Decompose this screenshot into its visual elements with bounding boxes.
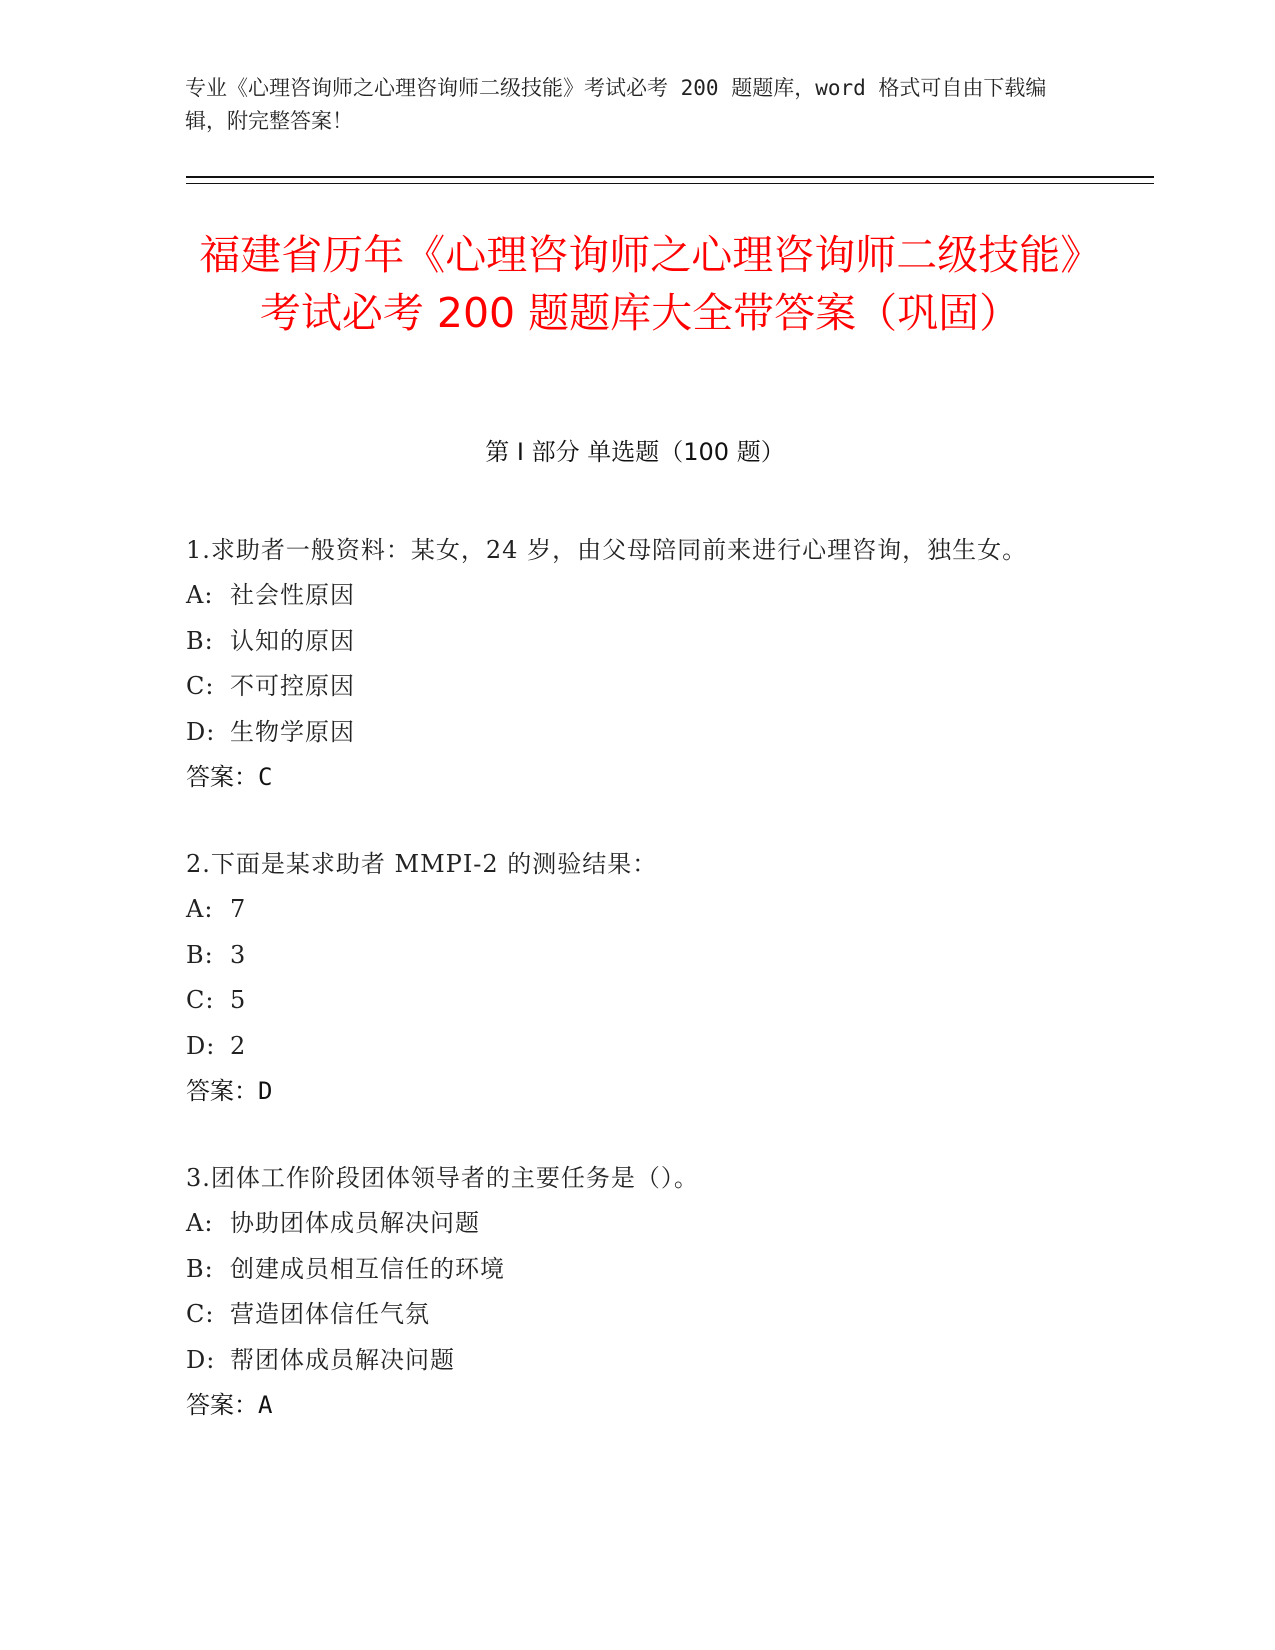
header-divider-thin: [186, 183, 1154, 184]
answer-label: 答案：: [186, 1391, 258, 1419]
option-letter: A:: [186, 581, 214, 609]
option-letter: D:: [186, 1345, 216, 1374]
header-divider-thick: [186, 176, 1154, 178]
question-stem: 3.团体工作阶段团体领导者的主要任务是（）。: [186, 1164, 699, 1192]
option-letter: C:: [186, 986, 215, 1014]
option-text: 7: [230, 895, 247, 923]
option-c: [186, 664, 1086, 710]
question-2: [186, 842, 1086, 1114]
option-letter: B:: [186, 940, 214, 969]
option-letter: B:: [186, 1254, 214, 1283]
option-text: 生物学原因: [230, 717, 355, 746]
option-letter: C:: [186, 1300, 215, 1328]
option-b: [186, 619, 1086, 665]
option-letter: B:: [186, 626, 214, 655]
answer-label: 答案：: [186, 1077, 258, 1105]
header-note: 专业《心理咨询师之心理咨询师二级技能》考试必考 200 题题库，word 格式可自由下载编辑，附完整答案！: [185, 76, 1047, 133]
question-list: [186, 528, 1086, 1470]
option-a: [186, 573, 1086, 619]
question-stem: 2.下面是某求助者 MMPI-2 的测验结果：: [186, 850, 658, 878]
option-text: 创建成员相互信任的环境: [230, 1254, 505, 1283]
option-d: [186, 1024, 1086, 1070]
option-letter: A:: [186, 1209, 214, 1237]
option-letter: D:: [186, 1031, 216, 1060]
option-a: [186, 887, 1086, 933]
option-text: 3: [230, 940, 247, 969]
question-stem: 1.求助者一般资料：某女，24 岁，由父母陪同前来进行心理咨询，独生女。: [186, 536, 1028, 564]
question-3: [186, 1156, 1086, 1428]
option-b: [186, 1247, 1086, 1293]
option-text: 2: [230, 1031, 247, 1060]
answer-line: [186, 1069, 1086, 1114]
option-letter: D:: [186, 717, 216, 746]
option-c: [186, 978, 1086, 1024]
answer-label: 答案：: [186, 763, 258, 791]
option-letter: A:: [186, 895, 214, 923]
option-text: 营造团体信任气氛: [230, 1300, 430, 1328]
answer-value: A: [258, 1391, 273, 1419]
option-c: [186, 1292, 1086, 1338]
option-a: [186, 1201, 1086, 1247]
option-text: 帮团体成员解决问题: [230, 1345, 455, 1374]
answer-value: D: [258, 1077, 273, 1105]
option-letter: C:: [186, 672, 215, 700]
option-b: [186, 933, 1086, 979]
option-text: 协助团体成员解决问题: [230, 1209, 480, 1237]
answer-value: C: [258, 763, 273, 791]
option-text: 5: [230, 986, 247, 1014]
answer-line: [186, 755, 1086, 800]
option-d: [186, 710, 1086, 756]
option-text: 社会性原因: [230, 581, 355, 609]
document-title: 福建省历年《心理咨询师之心理咨询师二级技能》考试必考 200 题题库大全带答案（巩固）: [199, 231, 1081, 337]
option-text: 不可控原因: [230, 672, 355, 700]
answer-line: [186, 1383, 1086, 1428]
option-text: 认知的原因: [230, 626, 355, 655]
question-1: [186, 528, 1086, 800]
option-d: [186, 1338, 1086, 1384]
section-heading: 第 I 部分 单选题（100 题）: [485, 438, 785, 466]
